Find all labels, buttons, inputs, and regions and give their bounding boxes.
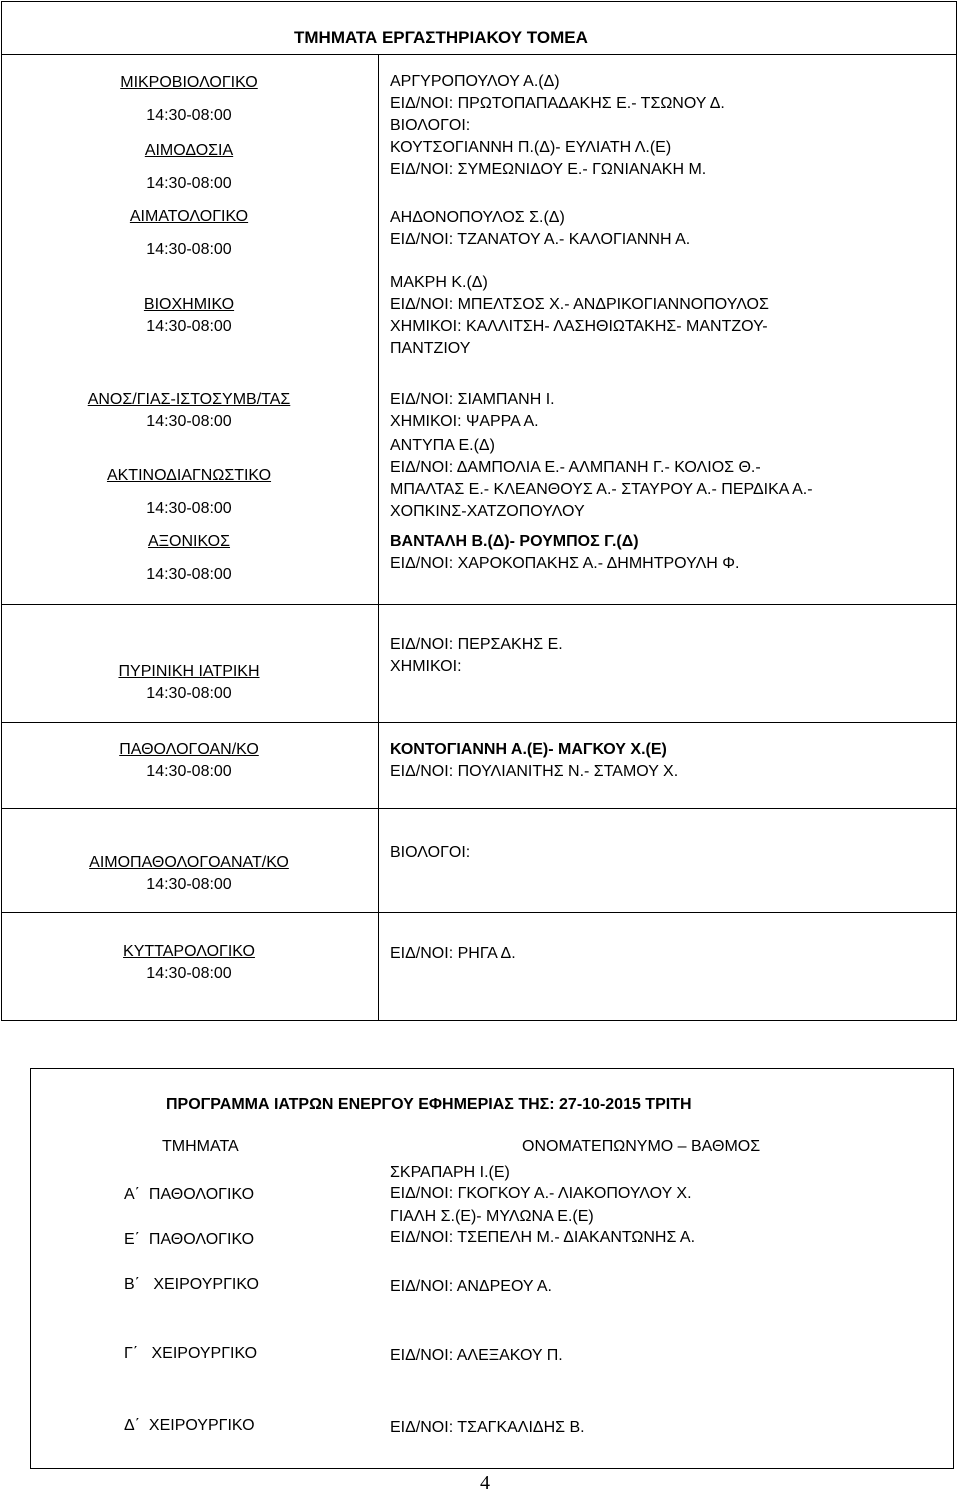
dept-immunology	[0, 389, 378, 433]
dept-name: ΜΙΚΡΟΒΙΟΛΟΓΙΚΟ	[120, 74, 258, 91]
staff-line: ΑΡΓΥΡΟΠΟΥΛΟΥ Α.(Δ)	[390, 73, 560, 90]
on-duty-program-box	[30, 1068, 954, 1469]
staff-line: ΑΝΤΥΠΑ Ε.(Δ)	[390, 437, 495, 454]
staff-block-radiology	[390, 435, 945, 523]
duty-dept: Α΄ ΠΑΘΟΛΟΓΙΚΟ	[124, 1186, 255, 1203]
row-divider	[1, 54, 957, 55]
dept-name: ΑΙΜΑΤΟΛΟΓΙΚΟ	[129, 208, 249, 225]
dept-time: 14:30-08:00	[146, 685, 232, 702]
staff-line: ΧΗΜΙΚΟΙ: ΨΑΡΡΑ Α.	[390, 413, 539, 430]
staff-line: ΒΙΟΛΟΓΟΙ:	[390, 117, 471, 134]
staff-line: ΠΑΝΤΖΙΟΥ	[390, 340, 471, 357]
staff-line: ΧΗΜΙΚΟΙ: ΚΑΛΛΙΤΣΗ- ΛΑΣΗΘΙΩΤΑΚΗΣ- ΜΑΝΤΖΟΥ-	[390, 318, 768, 335]
dept-ct	[0, 531, 378, 586]
staff-line: ΕΙΔ/ΝΟΙ: ΠΕΡΣΑΚΗΣ Ε.	[390, 636, 563, 653]
duty-name-line: ΣΚΡΑΠΑΡΗ Ι.(Ε)	[390, 1164, 510, 1181]
dept-time: 14:30-08:00	[146, 318, 232, 335]
duty-names	[390, 1345, 563, 1366]
column-header-departments: ΤΜΗΜΑΤΑ	[162, 1138, 239, 1155]
dept-radiology	[0, 465, 378, 520]
row-divider	[1, 722, 957, 723]
staff-block-hematology	[390, 207, 945, 251]
duty-names	[390, 1417, 585, 1438]
program-title: ΠΡΟΓΡΑΜΜΑ ΙΑΤΡΩΝ ΕΝΕΡΓΟΥ ΕΦΗΜΕΡΙΑΣ ΤΗΣ: 27-10-2015 ΤΡΙΤΗ	[166, 1096, 692, 1113]
staff-line: ΕΙΔ/ΝΟΙ: ΜΠΕΛΤΣΟΣ Χ.- ΑΝΔΡΙΚΟΓΙΑΝΝΟΠΟΥΛΟΣ	[390, 296, 769, 313]
dept-name: ΚΥΤΤΑΡΟΛΟΓΙΚΟ	[123, 943, 255, 960]
dept-hemopathology	[0, 852, 378, 896]
duty-name-line: ΕΙΔ/ΝΟΙ: ΑΝΔΡΕΟΥ Α.	[390, 1278, 552, 1295]
page-number: 4	[480, 1472, 490, 1494]
dept-time: 14:30-08:00	[146, 965, 232, 982]
staff-block-ct	[390, 531, 945, 575]
staff-line: ΕΙΔ/ΝΟΙ: ΣΥΜΕΩΝΙΔΟΥ Ε.- ΓΩΝΙΑΝΑΚΗ Μ.	[390, 161, 707, 178]
staff-line: ΑΗΔΟΝΟΠΟΥΛΟΣ Σ.(Δ)	[390, 209, 565, 226]
staff-block-cytology	[390, 943, 945, 965]
staff-line: ΧΟΠΚΙΝΣ-ΧΑΤΖΟΠΟΥΛΟΥ	[390, 503, 585, 520]
dept-name: ΑΙΜΟΔΟΣΙΑ	[144, 142, 234, 159]
staff-line: ΕΙΔ/ΝΟΙ: ΧΑΡΟΚΟΠΑΚΗΣ Α.- ΔΗΜΗΤΡΟΥΛΗ Φ.	[390, 555, 740, 572]
duty-names	[390, 1206, 695, 1248]
dept-cytology	[0, 941, 378, 985]
staff-line: ΕΙΔ/ΝΟΙ: ΠΟΥΛΙΑΝΙΤΗΣ Ν.- ΣΤΑΜΟΥ Χ.	[390, 763, 679, 780]
staff-block-biochemistry	[390, 272, 945, 360]
staff-line: ΕΙΔ/ΝΟΙ: ΔΑΜΠΟΛΙΑ Ε.- ΑΛΜΠΑΝΗ Γ.- ΚΟΛΙΟΣ Θ.-	[390, 459, 761, 476]
staff-line: ΒΙΟΛΟΓΟΙ:	[390, 844, 471, 861]
dept-name: ΑΞΟΝΙΚΟΣ	[147, 533, 231, 550]
dept-time: 14:30-08:00	[146, 175, 232, 192]
dept-name: ΑΚΤΙΝΟΔΙΑΓΝΩΣΤΙΚΟ	[106, 467, 272, 484]
staff-line: ΚΟΥΤΣΟΓΙΑΝΝΗ Π.(Δ)- ΕΥΛΙΑΤΗ Λ.(Ε)	[390, 139, 672, 156]
duty-dept: Β΄ ΧΕΙΡΟΥΡΓΙΚΟ	[124, 1276, 259, 1293]
dept-time: 14:30-08:00	[146, 107, 232, 124]
staff-line: ΧΗΜΙΚΟΙ:	[390, 658, 462, 675]
section-title: ΤΜΗΜΑΤΑ ΕΡΓΑΣΤΗΡΙΑΚΟΥ ΤΟΜΕΑ	[294, 28, 588, 47]
staff-line: ΕΙΔ/ΝΟΙ: ΡΗΓΑ Δ.	[390, 945, 516, 962]
column-divider	[378, 55, 379, 1020]
dept-time: 14:30-08:00	[146, 876, 232, 893]
dept-time: 14:30-08:00	[146, 413, 232, 430]
dept-time: 14:30-08:00	[146, 500, 232, 517]
dept-name: ΑΝΟΣ/ΓΙΑΣ-ΙΣΤΟΣΥΜΒ/ΤΑΣ	[87, 391, 291, 408]
dept-name: ΠΑΘΟΛΟΓΟΑΝ/ΚΟ	[119, 741, 259, 758]
staff-block-nuclear-medicine	[390, 634, 945, 678]
dept-name: ΑΙΜΟΠΑΘΟΛΟΓΟΑΝΑΤ/ΚΟ	[89, 854, 289, 871]
dept-microbiology	[0, 72, 378, 127]
row-divider	[1, 808, 957, 809]
staff-line: ΒΑΝΤΑΛΗ Β.(Δ)- ΡΟΥΜΠΟΣ Γ.(Δ)	[390, 533, 639, 550]
duty-name-line: ΕΙΔ/ΝΟΙ: ΑΛΕΞΑΚΟΥ Π.	[390, 1347, 563, 1364]
staff-block-microbiology	[390, 71, 945, 181]
dept-pathology-anatomy	[0, 739, 378, 783]
dept-blood-bank	[0, 140, 378, 195]
dept-biochemistry	[0, 294, 378, 338]
dept-name: ΠΥΡΙΝΙΚΗ ΙΑΤΡΙΚΗ	[118, 663, 260, 680]
duty-name-line: ΕΙΔ/ΝΟΙ: ΤΣΑΓΚΑΛΙΔΗΣ Β.	[390, 1419, 585, 1436]
duty-dept: Γ΄ ΧΕΙΡΟΥΡΓΙΚΟ	[124, 1345, 258, 1362]
staff-line: ΕΙΔ/ΝΟΙ: ΣΙΑΜΠΑΝΗ Ι.	[390, 391, 555, 408]
duty-name-line: ΕΙΔ/ΝΟΙ: ΤΣΕΠΕΛΗ Μ.- ΔΙΑΚΑΝΤΩΝΗΣ Α.	[390, 1229, 696, 1246]
dept-name: ΒΙΟΧΗΜΙΚΟ	[143, 296, 235, 313]
staff-line: ΜΑΚΡΗ Κ.(Δ)	[390, 274, 488, 291]
staff-block-hemopathology	[390, 842, 945, 864]
staff-line: ΜΠΑΛΤΑΣ Ε.- ΚΛΕΑΝΘΟΥΣ Α.- ΣΤΑΥΡΟΥ Α.- ΠΕΡΔΙΚΑ Α.-	[390, 481, 813, 498]
staff-block-immunology	[390, 389, 945, 433]
staff-line: ΚΟΝΤΟΓΙΑΝΝΗ Α.(Ε)- ΜΑΓΚΟΥ Χ.(Ε)	[390, 741, 667, 758]
duty-name-line: ΕΙΔ/ΝΟΙ: ΓΚΟΓΚΟΥ Α.- ΛΙΑΚΟΠΟΥΛΟΥ Χ.	[390, 1185, 692, 1202]
dept-time: 14:30-08:00	[146, 241, 232, 258]
duty-dept: Ε΄ ΠΑΘΟΛΟΓΙΚΟ	[124, 1231, 255, 1248]
duty-dept: Δ΄ ΧΕΙΡΟΥΡΓΙΚΟ	[124, 1417, 255, 1434]
row-divider	[1, 604, 957, 605]
dept-time: 14:30-08:00	[146, 566, 232, 583]
staff-line: ΕΙΔ/ΝΟΙ: ΠΡΩΤΟΠΑΠΑΔΑΚΗΣ Ε.- ΤΣΩΝΟΥ Δ.	[390, 95, 725, 112]
duty-names	[390, 1276, 552, 1297]
duty-name-line: ΓΙΑΛΗ Σ.(Ε)- ΜΥΛΩΝΑ Ε.(Ε)	[390, 1208, 594, 1225]
dept-time: 14:30-08:00	[146, 763, 232, 780]
duty-names	[390, 1162, 692, 1204]
staff-line: ΕΙΔ/ΝΟΙ: ΤΖΑΝΑΤΟΥ Α.- ΚΑΛΟΓΙΑΝΝΗ Α.	[390, 231, 691, 248]
column-header-names: ΟΝΟΜΑΤΕΠΩΝΥΜΟ – ΒΑΘΜΟΣ	[522, 1138, 761, 1155]
dept-hematology	[0, 206, 378, 261]
dept-nuclear-medicine	[0, 661, 378, 705]
row-divider	[1, 912, 957, 913]
staff-block-pathology-anatomy	[390, 739, 945, 783]
